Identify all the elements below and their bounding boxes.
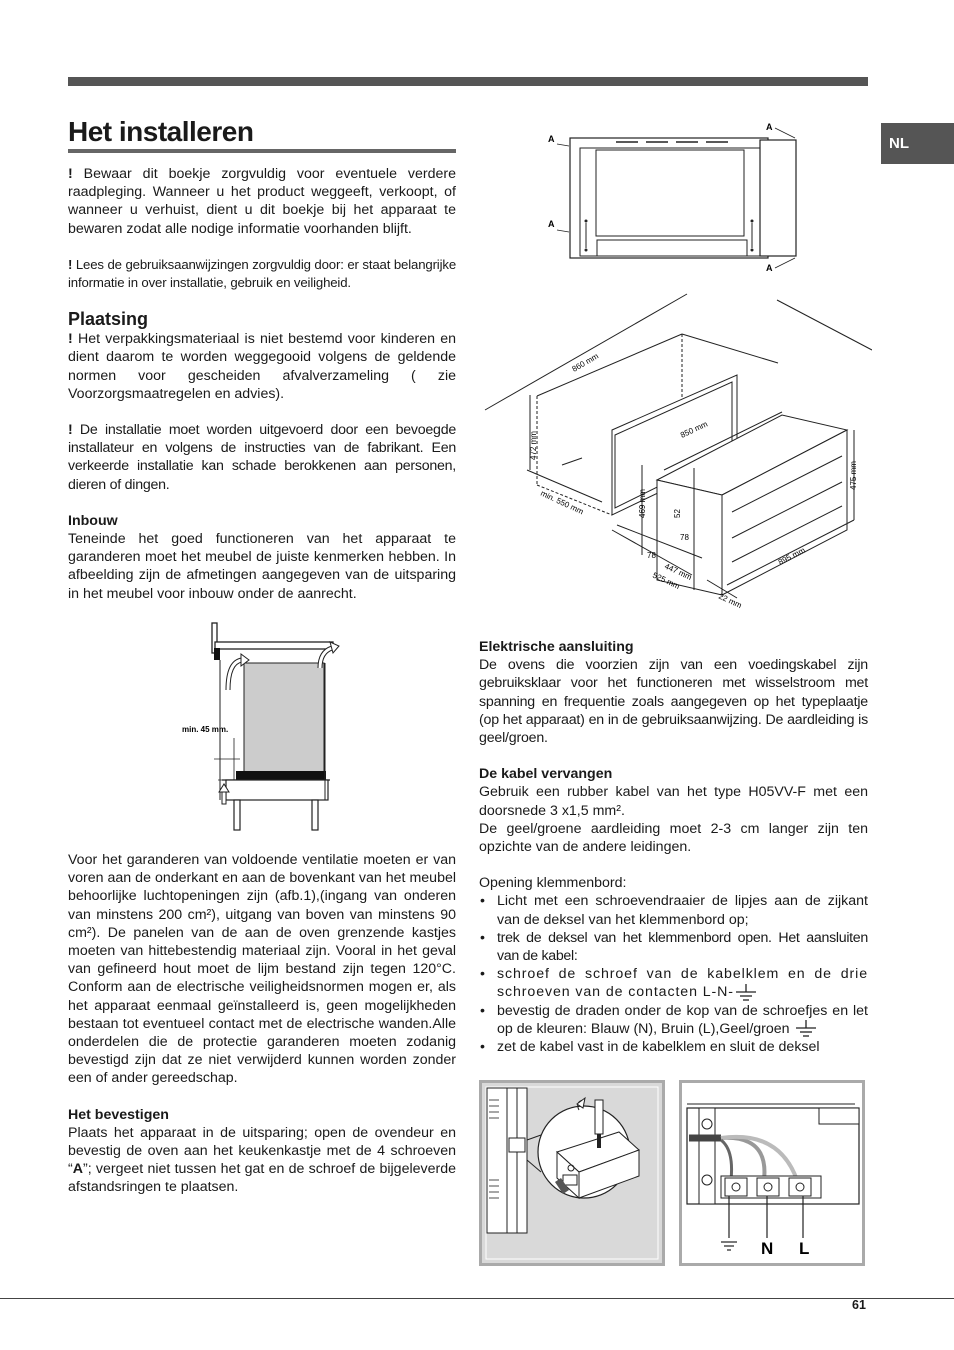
dim-525: 525 mm <box>651 570 682 592</box>
ventilation-diagram <box>170 620 360 835</box>
list-item: • trek de deksel van het klemmenbord open. Het aansluiten van de kabel: <box>479 929 868 965</box>
ground-icon <box>794 1020 818 1038</box>
ground-icon <box>734 984 758 1002</box>
language-tab: NL <box>881 123 954 164</box>
top-rule <box>68 77 868 86</box>
dim-22: 22 mm <box>717 591 744 611</box>
plaatsing-heading: Plaatsing <box>68 309 149 330</box>
list-item: • zet de kabel vast in de kabelklem en sluit de deksel <box>479 1038 868 1056</box>
dim-860: 860 mm <box>570 351 601 374</box>
page-number: 61 <box>852 1298 866 1312</box>
intro-paragraph-2: ! Lees de gebruiksaanwijzingen zorgvuldig door: er staat belangrijke informatie in over installatie, gebruik en veiligheid. <box>68 256 456 291</box>
elektrisch-heading: Elektrische aansluiting <box>479 639 634 655</box>
bevestigen-paragraph: Plaats het apparaat in de uitsparing; open de ovendeur en bevestig de oven aan het keukenkastje met de 4 schroeven “A”; vergeet niet tussen het gat en de schroef de bijgeleverde afstandsringen te plaatsen. <box>68 1124 456 1196</box>
opening-heading: Opening klemmenbord: <box>479 875 627 892</box>
list-item: • Licht met een schroevendraaier de lipjes aan de zijkant van de deksel van het klemmenbord op; <box>479 892 868 928</box>
label-a-2: A <box>548 219 555 229</box>
dim-850: 850 mm <box>679 419 710 440</box>
dim-78-a: 78 <box>680 533 689 542</box>
elektrisch-paragraph: De ovens die voorzien zijn van een voedingskabel zijn gebruiksklaar voor het functioneren met wisselstroom met spanning en frequentie zoals aangegeven op het typeplaatje (op het apparaat) en in de gebruiksaanwijzing. De aardleiding is geel/groen. <box>479 657 868 747</box>
dim-469: 469 mm <box>638 489 647 518</box>
left-column-bottom <box>68 851 456 1197</box>
dim-895: 895 mm <box>776 545 807 567</box>
terminal-label-n: N <box>761 1239 774 1258</box>
plaatsing-paragraph-2: ! De installatie moet worden uitgevoerd door een bevoegde installateur en volgens de instructies van de fabrikant. Een verkeerde installatie kan schade berokkenen aan personen, dieren of dingen. <box>68 422 456 493</box>
kabel-heading: De kabel vervangen <box>479 766 613 783</box>
left-column-top <box>68 165 456 603</box>
cabinet-dimensions-diagram <box>482 290 872 615</box>
intro-paragraph-1: ! Bewaar dit boekje zorgvuldig voor eventuele verdere raadpleging. Wanneer u het product weggeeft, verkoopt, of wanneer u verhuist, dient u dit boekje bij het apparaat te bewaren zodat alle nodige informatie voorhanden blijft. <box>68 166 456 237</box>
dim-447: 447 mm <box>663 561 694 583</box>
right-column <box>479 638 868 1056</box>
steps-list <box>479 892 868 1056</box>
bevestigen-heading: Het bevestigen <box>68 1106 169 1123</box>
terminal-label-l: L <box>799 1239 810 1258</box>
dim-52: 52 <box>673 509 682 518</box>
label-a-1: A <box>548 134 555 144</box>
plaatsing-paragraph-1: ! Het verpakkingsmateriaal is niet bestemd voor kinderen en dient daarom te worden weggegooid volgens de geldende normen voor gescheiden afvalverzameling ( zie Voorzorgsmaatregelen en advies). <box>68 331 456 402</box>
dim-min550: min. 550 mm <box>539 488 585 517</box>
dim-472: 472 mm <box>529 431 538 460</box>
page-title: Het installeren <box>68 116 456 153</box>
inbouw-heading: Inbouw <box>68 512 118 529</box>
kabel-paragraph-2: De geel/groene aardleiding moet 2-3 cm langer zijn ten opzichte van de andere leidingen. <box>479 820 868 856</box>
dim-78-b: 78 <box>647 551 656 560</box>
ventilatie-paragraph: Voor het garanderen van voldoende ventilatie moeten er van voren aan de onderkant en aan de bovenkant van het meubel behoorlijke luchtopeningen zijn (afb.1),(ingang van onderen van minstens 200 cm²), uitgang van boven van minstens 90 cm²). De panelen van de aan de oven grenzende kastjes moeten van hittebestendig materiaal zijn. Vooral in het geval van gefineerd hout moet de lijm bestand zijn tegen 120°C. Conform aan de electrische veiligheidsnormen mogen er, als het apparaat eenmaal geïnstalleerd is, geen mogelijkheden bestaan tot eventueel contact met de electrische wanden.Alle onderdelen die de protectie garanderen moeten zodanig bevestigd zijn dat ze niet verwijderd kunnen worden zonder een of ander gereedschap. <box>68 852 456 1087</box>
label-a-3: A <box>766 122 773 132</box>
terminal-board-diagram <box>679 1080 865 1266</box>
label-a-4: A <box>766 263 773 273</box>
footer-rule <box>0 1298 954 1299</box>
list-item: • bevestig de draden onder de kop van de schroefjes en let op de kleuren: Blauw (N), Bruin (L),Geel/groen <box>479 1002 868 1038</box>
inbouw-paragraph: Teneinde het goed functioneren van het apparaat te garanderen moet het meubel de juiste kenmerken hebben. In afbeelding zijn de afmetingen aangegeven van de uitsparing in het meubel voor inbouw onder de aanrecht. <box>68 531 456 602</box>
list-item: • schroef de schroef van de kabelklem en de drie schroeven van de contacten L-N- <box>479 965 868 1001</box>
ventilation-label: min. 45 mm. <box>182 725 229 734</box>
oven-front-diagram <box>540 118 802 276</box>
terminal-cover-diagram <box>479 1080 665 1266</box>
dim-475: 475 mm <box>849 461 858 490</box>
kabel-paragraph-1: Gebruik een rubber kabel van het type H05VV-F met een doorsnede 3 x1,5 mm². <box>479 784 868 819</box>
